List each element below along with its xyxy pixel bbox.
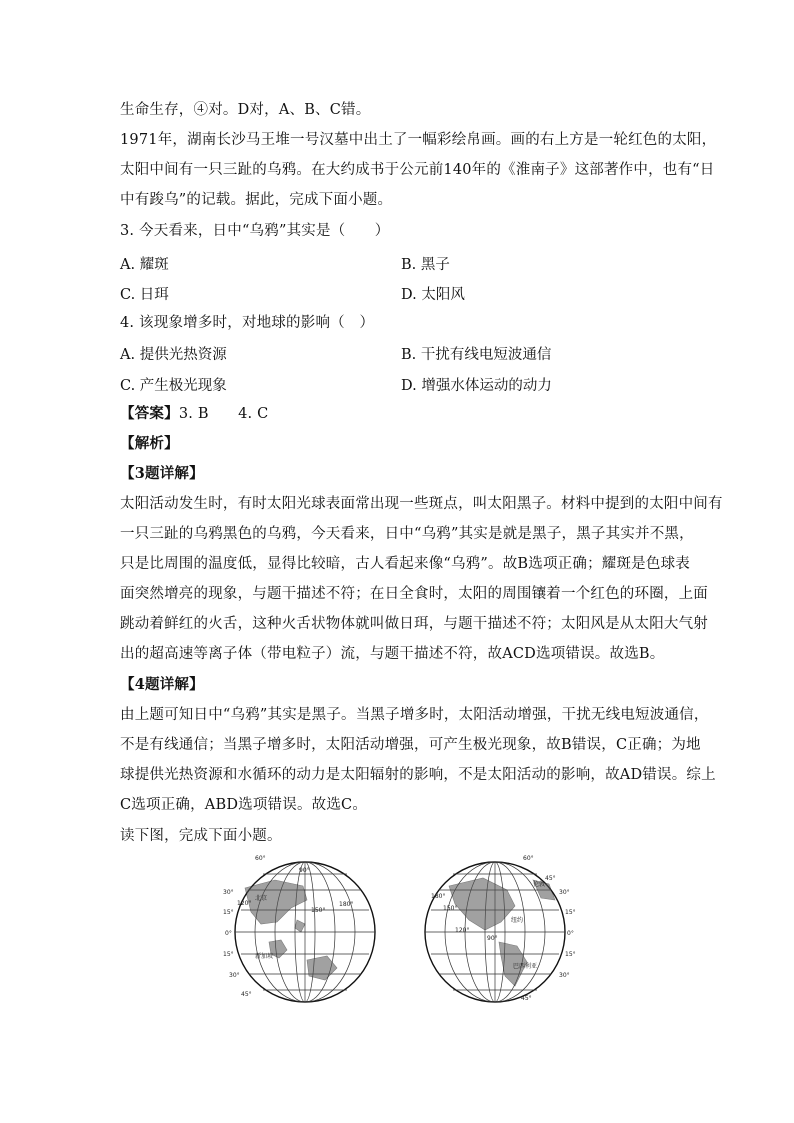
answer-text: 3. B 4. C [178,406,269,422]
answer-label: 【答案】 [120,405,179,422]
q3-option-b: B. 黑子 [401,257,450,273]
detail-3-label: 【3题详解】 [120,465,204,482]
place-new-york: 纽约 [511,917,524,924]
svg-text:90°: 90° [299,867,310,874]
svg-text:120°: 120° [237,900,252,907]
paragraph-line: 太阳活动发生时，有时太阳光球表面常出现一些斑点，叫太阳黑子。材料中提到的太阳中间有 [120,496,723,512]
answer-line [120,404,680,424]
svg-text:90°: 90° [487,935,498,942]
svg-text:15°: 15° [223,951,234,958]
place-beijing: 北京 [255,895,268,902]
q3-option-a: A. 耀斑 [120,257,169,273]
analysis-label: 【解析】 [120,435,179,452]
right-globe [425,855,576,1002]
svg-text:30°: 30° [229,972,240,979]
svg-text:30°: 30° [559,889,570,896]
q3-option-c: C. 日珥 [120,287,169,303]
place-london: 伦敦 [533,881,546,888]
svg-text:45°: 45° [241,991,252,998]
q4-option-c: C. 产生极光现象 [120,378,227,394]
paragraph-line: 面突然增亮的现象，与题干描述不符；在日全食时，太阳的周围镶着一个红色的环圈，上面 [120,586,708,602]
paragraph-line: 只是比周围的温度低，显得比较暗，古人看起来像“乌鸦”。故B选项正确；耀斑是色球表 [120,556,690,572]
q4-option-d: D. 增强水体运动的动力 [401,378,552,394]
detail-4-label: 【4题详解】 [120,676,204,693]
svg-text:180°: 180° [431,893,446,900]
paragraph-line: 生命生存，④对。D对，A、B、C错。 [120,102,371,118]
paragraph-line: 太阳中间有一只三趾的乌鸦。在大约成书于公元前140年的《淮南子》这部著作中，也有“日 [120,162,715,178]
paragraph-line: 跳动着鲜红的火舌，这种火舌状物体就叫做日珥，与题干描述不符；太阳风是从太阳大气射 [120,616,708,632]
svg-text:120°: 120° [455,927,470,934]
svg-text:45°: 45° [545,875,556,882]
svg-text:0°: 0° [225,930,232,937]
svg-text:150°: 150° [311,907,326,914]
svg-text:60°: 60° [255,855,266,862]
paragraph-line: 一只三趾的乌鸦黑色的乌鸦，今天看来，日中“乌鸦”其实是就是黑子，黑子其实并不黑， [120,526,694,542]
paragraph-line: 球提供光热资源和水循环的动力是太阳辐射的影响，不是太阳活动的影响，故AD错误。综上 [120,767,716,783]
paragraph-line: 出的超高速等离子体（带电粒子）流，与题干描述不符，故ACD选项错误。故选B。 [120,646,665,662]
q4-option-b: B. 干扰有线电短波通信 [401,347,552,363]
svg-text:0°: 0° [567,930,574,937]
question-4-stem: 4. 该现象增多时，对地球的影响（ ） [120,315,375,331]
q4-option-a: A. 提供光热资源 [120,347,227,363]
place-singapore: 新加坡 [255,953,274,960]
paragraph-line: 不是有线通信；当黑子增多时，太阳活动增强，可产生极光现象，故B错误，C正确；为地 [120,737,701,753]
svg-text:15°: 15° [565,951,576,958]
svg-text:180°: 180° [339,901,354,908]
svg-text:15°: 15° [223,909,234,916]
q3-option-d: D. 太阳风 [401,287,465,303]
question-3-stem: 3. 今天看来，日中“乌鸦”其实是（ ） [120,223,390,239]
globe-figure [215,850,585,1015]
paragraph-line: C选项正确，ABD选项错误。故选C。 [120,797,368,813]
paragraph-line: 中有踆乌”的记载。据此，完成下面小题。 [120,192,393,208]
paragraph-line: 由上题可知日中“乌鸦”其实是黑子。当黑子增多时，太阳活动增强，干扰无线电短波通信， [120,707,709,723]
svg-text:45°: 45° [521,995,532,1002]
paragraph-line: 1971年，湖南长沙马王堆一号汉墓中出土了一幅彩绘帛画。画的右上方是一轮红色的太阳， [120,132,717,148]
svg-text:60°: 60° [523,855,534,862]
svg-text:15°: 15° [565,909,576,916]
place-brasilia: 巴西利亚 [513,963,538,970]
svg-text:150°: 150° [443,905,458,912]
svg-text:30°: 30° [223,889,234,896]
svg-text:30°: 30° [559,972,570,979]
left-globe [223,855,375,1002]
read-map-instruction: 读下图，完成下面小题。 [120,828,282,844]
